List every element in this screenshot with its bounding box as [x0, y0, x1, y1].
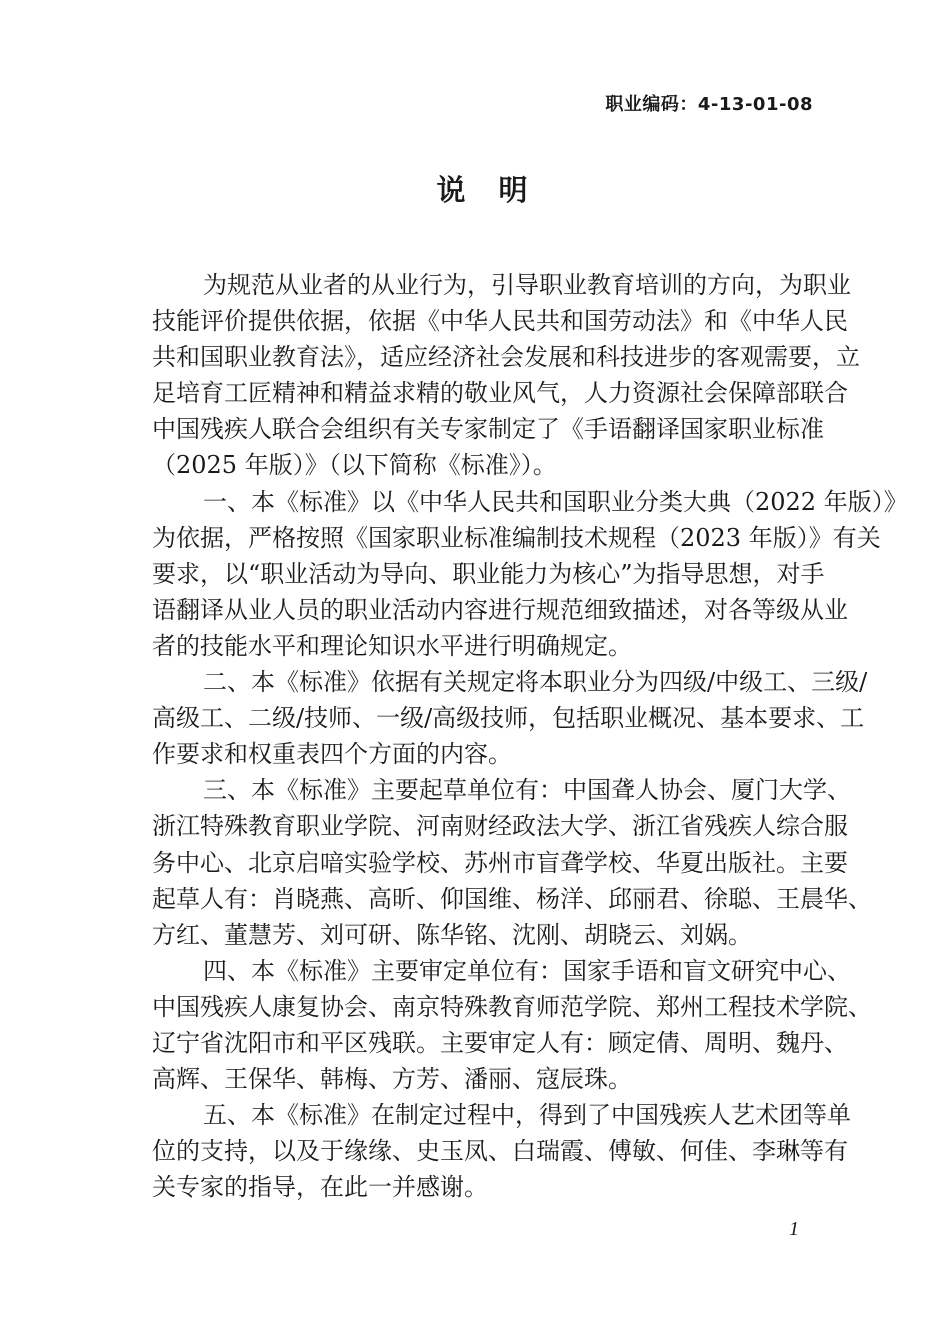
- text-line: 作要求和权重表四个方面的内容。: [152, 740, 512, 769]
- text-line: 辽宁省沈阳市和平区残联。主要审定人有：顾定倩、周明、魏丹、: [152, 1028, 848, 1057]
- text-line: 技能评价提供依据，依据《中华人民共和国劳动法》和《中华人民: [152, 307, 848, 336]
- text-line: 位的支持，以及于缘缘、史玉凤、白瑞霞、傅敏、何佳、李琳等有: [152, 1137, 848, 1166]
- page-number: 1: [789, 1218, 799, 1240]
- paragraph: [152, 484, 908, 664]
- text-line: 起草人有：肖晓燕、高昕、仰国维、杨洋、邱丽君、徐聪、王晨华、: [152, 884, 872, 913]
- text-line: 浙江特殊教育职业学院、河南财经政法大学、浙江省残疾人综合服: [152, 812, 848, 841]
- text-line: 语翻译从业人员的职业活动内容进行规范细致描述，对各等级从业: [152, 595, 848, 624]
- text-line: 方红、董慧芳、刘可研、陈华铭、沈刚、胡晓云、刘娲。: [152, 920, 752, 949]
- text-line: 为规范从业者的从业行为，引导职业教育培训的方向，为职业: [203, 271, 851, 299]
- text-line: 者的技能水平和理论知识水平进行明确规定。: [152, 631, 632, 660]
- text-line: 足培育工匠精神和精益求精的敬业风气，人力资源社会保障部联合: [152, 379, 848, 408]
- text-line: 务中心、北京启喑实验学校、苏州市盲聋学校、华夏出版社。主要: [152, 848, 848, 877]
- text-line: 关专家的指导，在此一并感谢。: [152, 1173, 488, 1202]
- text-line: 四、本《标准》主要审定单位有：国家手语和盲文研究中心、: [203, 956, 851, 985]
- document-body: [152, 267, 908, 1205]
- text-line: 中国残疾人康复协会、南京特殊教育师范学院、郑州工程技术学院、: [152, 992, 872, 1021]
- text-line: 为依据，严格按照《国家职业标准编制技术规程（2023 年版）》有关: [152, 523, 881, 552]
- paragraph: [152, 664, 868, 772]
- paragraph: [152, 267, 860, 484]
- page-title: 说 明: [436, 173, 530, 207]
- text-line: （2025 年版）》（以下简称《标准》）。: [152, 451, 557, 480]
- text-line: 高级工、二级/技师、一级/高级技师，包括职业概况、基本要求、工: [152, 704, 865, 733]
- text-line: 二、本《标准》依据有关规定将本职业分为四级/中级工、三级/: [203, 668, 868, 697]
- paragraph: [152, 953, 872, 1097]
- paragraph: [152, 772, 872, 952]
- text-line: 高辉、王保华、韩梅、方芳、潘丽、寇辰珠。: [152, 1065, 632, 1094]
- text-line: 一、本《标准》以《中华人民共和国职业分类大典（2022 年版）》: [203, 487, 908, 516]
- occupation-code: 职业编码：4-13-01-08: [605, 94, 813, 115]
- text-line: 中国残疾人联合会组织有关专家制定了《手语翻译国家职业标准: [152, 415, 824, 444]
- text-line: 要求，以“职业活动为导向、职业能力为核心”为指导思想，对手: [152, 559, 825, 588]
- text-line: 三、本《标准》主要起草单位有：中国聋人协会、厦门大学、: [203, 776, 851, 805]
- paragraph: [152, 1097, 851, 1205]
- text-line: 共和国职业教育法》，适应经济社会发展和科技进步的客观需要，立: [152, 343, 860, 372]
- text-line: 五、本《标准》在制定过程中，得到了中国残疾人艺术团等单: [203, 1101, 851, 1130]
